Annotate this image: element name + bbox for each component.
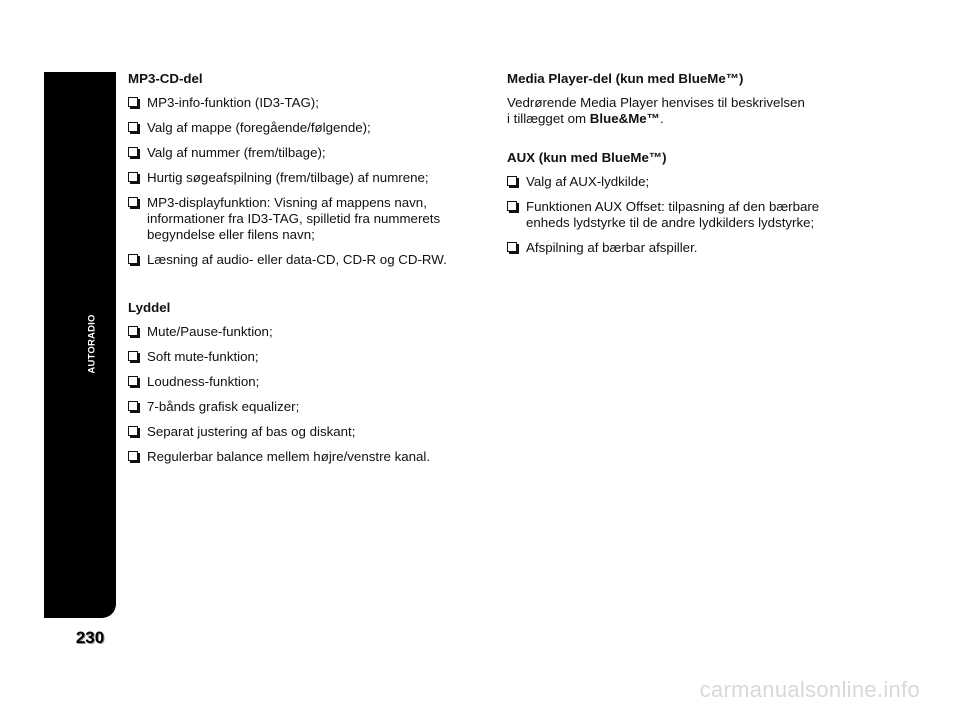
media-player-paragraph — [507, 95, 867, 127]
list-item-text: Læsning af audio- eller data-CD, CD-R og CD-RW. — [147, 252, 447, 267]
media-line2-prefix: i tillægget om — [507, 111, 590, 126]
media-player-heading: Media Player-del (kun med BlueMe™) — [507, 71, 744, 86]
list-item — [128, 95, 488, 111]
checkbox-bullet-icon — [128, 97, 138, 107]
list-item-text: Afspilning af bærbar afspiller. — [526, 240, 698, 255]
list-item — [507, 240, 867, 256]
list-item-text: 7-bånds grafisk equalizer; — [147, 399, 300, 414]
list-item — [128, 399, 488, 415]
list-item-text: Funktionen AUX Offset: tilpasning af den bærbare — [526, 199, 820, 214]
checkbox-bullet-icon — [507, 201, 517, 211]
list-item — [128, 349, 488, 365]
sound-feature-list — [128, 324, 488, 465]
sidebar-tab — [44, 72, 116, 618]
checkbox-bullet-icon — [128, 451, 138, 461]
list-item-text: Hurtig søgeafspilning (frem/tilbage) af numrene; — [147, 170, 429, 185]
list-item-text: Regulerbar balance mellem højre/venstre kanal. — [147, 449, 431, 464]
list-item-text: begyndelse eller filens navn; — [147, 227, 315, 242]
list-item — [128, 424, 488, 440]
checkbox-bullet-icon — [128, 147, 138, 157]
sound-heading: Lyddel — [128, 300, 171, 315]
list-item-text: Valg af AUX-lydkilde; — [526, 174, 650, 189]
checkbox-bullet-icon — [128, 254, 138, 264]
checkbox-bullet-icon — [128, 426, 138, 436]
list-item-text: Soft mute-funktion; — [147, 349, 259, 364]
aux-heading: AUX (kun med BlueMe™) — [507, 150, 667, 165]
checkbox-bullet-icon — [128, 172, 138, 182]
checkbox-bullet-icon — [128, 351, 138, 361]
list-item — [128, 374, 488, 390]
left-column — [128, 68, 488, 474]
media-line2-suffix: . — [659, 111, 664, 126]
watermark: carmanualsonline.info — [699, 677, 920, 702]
list-item-text: Loudness-funktion; — [147, 374, 260, 389]
checkbox-bullet-icon — [128, 326, 138, 336]
list-item-text: informationer fra ID3-TAG, spilletid fra nummerets — [147, 211, 441, 226]
list-item-text: MP3-displayfunktion: Visning af mappens navn, — [147, 195, 427, 210]
mp3-feature-list — [128, 95, 488, 268]
list-item-text: Separat justering af bas og diskant; — [147, 424, 356, 439]
aux-feature-list — [507, 174, 867, 256]
right-column — [507, 68, 867, 265]
checkbox-bullet-icon — [507, 242, 517, 252]
page-number: 230 — [75, 628, 105, 647]
list-item — [128, 170, 488, 186]
checkbox-bullet-icon — [128, 122, 138, 132]
blueme-term: Blue&Me™ — [589, 111, 660, 126]
list-item — [507, 174, 867, 190]
list-item — [507, 199, 867, 231]
list-item-text: Valg af mappe (foregående/følgende); — [147, 120, 371, 135]
list-item-text: Mute/Pause-funktion; — [147, 324, 273, 339]
checkbox-bullet-icon — [507, 176, 517, 186]
list-item — [128, 120, 488, 136]
checkbox-bullet-icon — [128, 376, 138, 386]
list-item-text: enheds lydstyrke til de andre lydkilders lydstyrke; — [526, 215, 815, 230]
list-item — [128, 145, 488, 161]
media-line1: Vedrørende Media Player henvises til beskrivelsen — [507, 95, 805, 110]
list-item — [128, 252, 488, 268]
list-item-text: Valg af nummer (frem/tilbage); — [147, 145, 326, 160]
list-item — [128, 449, 488, 465]
mp3-heading: MP3-CD-del — [128, 71, 203, 86]
list-item — [128, 324, 488, 340]
checkbox-bullet-icon — [128, 401, 138, 411]
section-label: AUTORADIO — [86, 314, 98, 374]
checkbox-bullet-icon — [128, 197, 138, 207]
list-item — [128, 195, 488, 243]
list-item-text: MP3-info-funktion (ID3-TAG); — [147, 95, 319, 110]
